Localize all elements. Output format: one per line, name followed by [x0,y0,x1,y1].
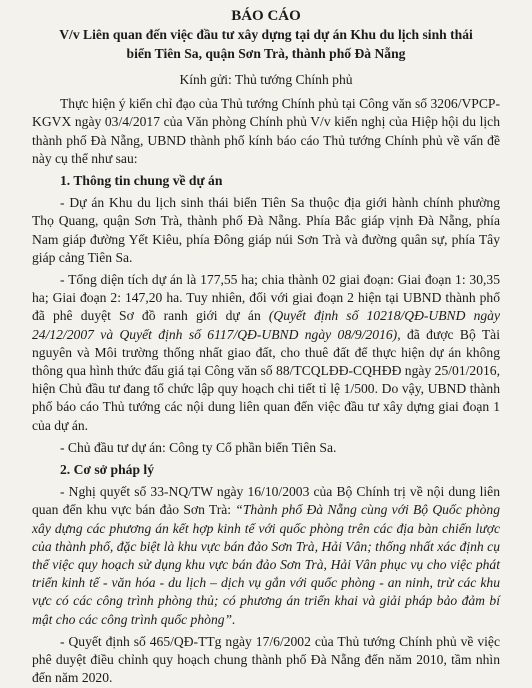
section-1-paragraph-2 [32,271,500,435]
s2-p1-text-a: - Nghị quyết số 33-NQ/TW ngày 16/10/2003 của Bộ Chính trị về nội dung liên quan đến khu vực bán đảo Sơn Trà: [32,484,500,518]
section-2-paragraph-2: - Quyết định số 465/QĐ-TTg ngày 17/6/2002 của Thủ tướng Chính phủ về việc phê duyệt điều chỉnh quy hoạch chung thành phố Đà Nẵng đến năm 2010, tầm nhìn đến năm 2020. [32,633,500,686]
doc-subtitle-line-1: V/v Liên quan đến việc đầu tư xây dựng tại dự án Khu du lịch sinh thái [59,27,473,42]
section-2-heading: 2. Cơ sở pháp lý [60,462,155,478]
intro-paragraph: Thực hiện ý kiến chỉ đạo của Thủ tướng Chính phủ tại Công văn số 3206/VPCP-KGVX ngày 03/4/2017 của Văn phòng Chính phủ V/v kiến nghị của Hiệp hội du lịch thành phố Đà Nẵng, UBND thành phố kính báo cáo Thủ tướng Chính phủ về vấn đề này cụ thể như sau: [32,96,500,166]
doc-subtitle [32,26,500,63]
section-1-heading: 1. Thông tin chung về dự án [60,173,223,189]
doc-subtitle-line-2: biển Tiên Sa, quận Sơn Trà, thành phố Đà Nẵng [126,45,406,61]
s1-p2-text-b: , đã được Bộ Tài nguyên và Môi trường thống nhất giao đất, cho thuê đất để thực hiện dự án không thông qua hình thức đấu giá tại Công văn số 88/TCQLĐĐ-CQHĐĐ ngày 25/01/2016, hiện Chủ đầu tư đang tổ chức lập quy hoạch chi tiết tỉ lệ 1/500. Do vậy, UBND thành phố báo cáo Thủ tướng các nội dung liên quan đến việc đầu tư xây dựng giai đoạn 1 của dự án. [32,326,500,433]
s2-p1-italic-quote: “Thành phố Đà Nẵng cùng với Bộ Quốc phòng xây dựng các phương án kết hợp kinh tế với quốc phòng trên các địa bàn chiến lược của thành phố, đặc biệt là khu vực bán đảo Sơn Trà, Hải Vân; thống nhất xác định cụ thể việc quy hoạch sử dụng khu vực bán đảo Sơn Trà, Hải Vân phục vụ cho việc phát triển kinh tế - văn hóa - du lịch – dịch vụ gắn với quốc phòng - an ninh, trừ các khu vực có các công trình phòng thủ; có phương án triển khai và giải pháp bảo đảm bí mật cho các công trình quốc phòng”. [32,502,500,627]
section-1-paragraph-3: - Chủ đầu tư dự án: Công ty Cổ phần biển Tiên Sa. [60,439,337,455]
section-2-paragraph-1 [32,483,500,629]
s1-p2-text-a: - Tổng diện tích dự án là 177,55 ha; chia thành 02 giai đoạn: Giai đoạn 1: 30,35 ha; Giai đoạn 2: 147,20 ha. Tuy nhiên, đối với giai đoạn 2 hiện tại UBND thành phố đã phê duyệt Sơ đồ ranh giới dự án [32,272,500,324]
s1-p2-italic-decisions: (Quyết định số 10218/QĐ-UBND ngày 24/12/2007 và Quyết định số 6117/QĐ-UBND ngày 08/9/2016) [32,308,500,342]
section-1-paragraph-1: - Dự án Khu du lịch sinh thái biển Tiên Sa thuộc địa giới hành chính phường Thọ Quang, quận Sơn Trà, thành phố Đà Nẵng. Phía Bắc giáp vịnh Đà Nẵng, phía Nam giáp đường Yết Kiêu, phía Đông giáp núi Sơn Trà và đường quân sự, phía Tây giáp cảng Tiên Sa. [32,195,500,265]
recipient-line: Kính gửi: Thủ tướng Chính phủ [179,72,353,87]
doc-title: BÁO CÁO [231,8,301,24]
